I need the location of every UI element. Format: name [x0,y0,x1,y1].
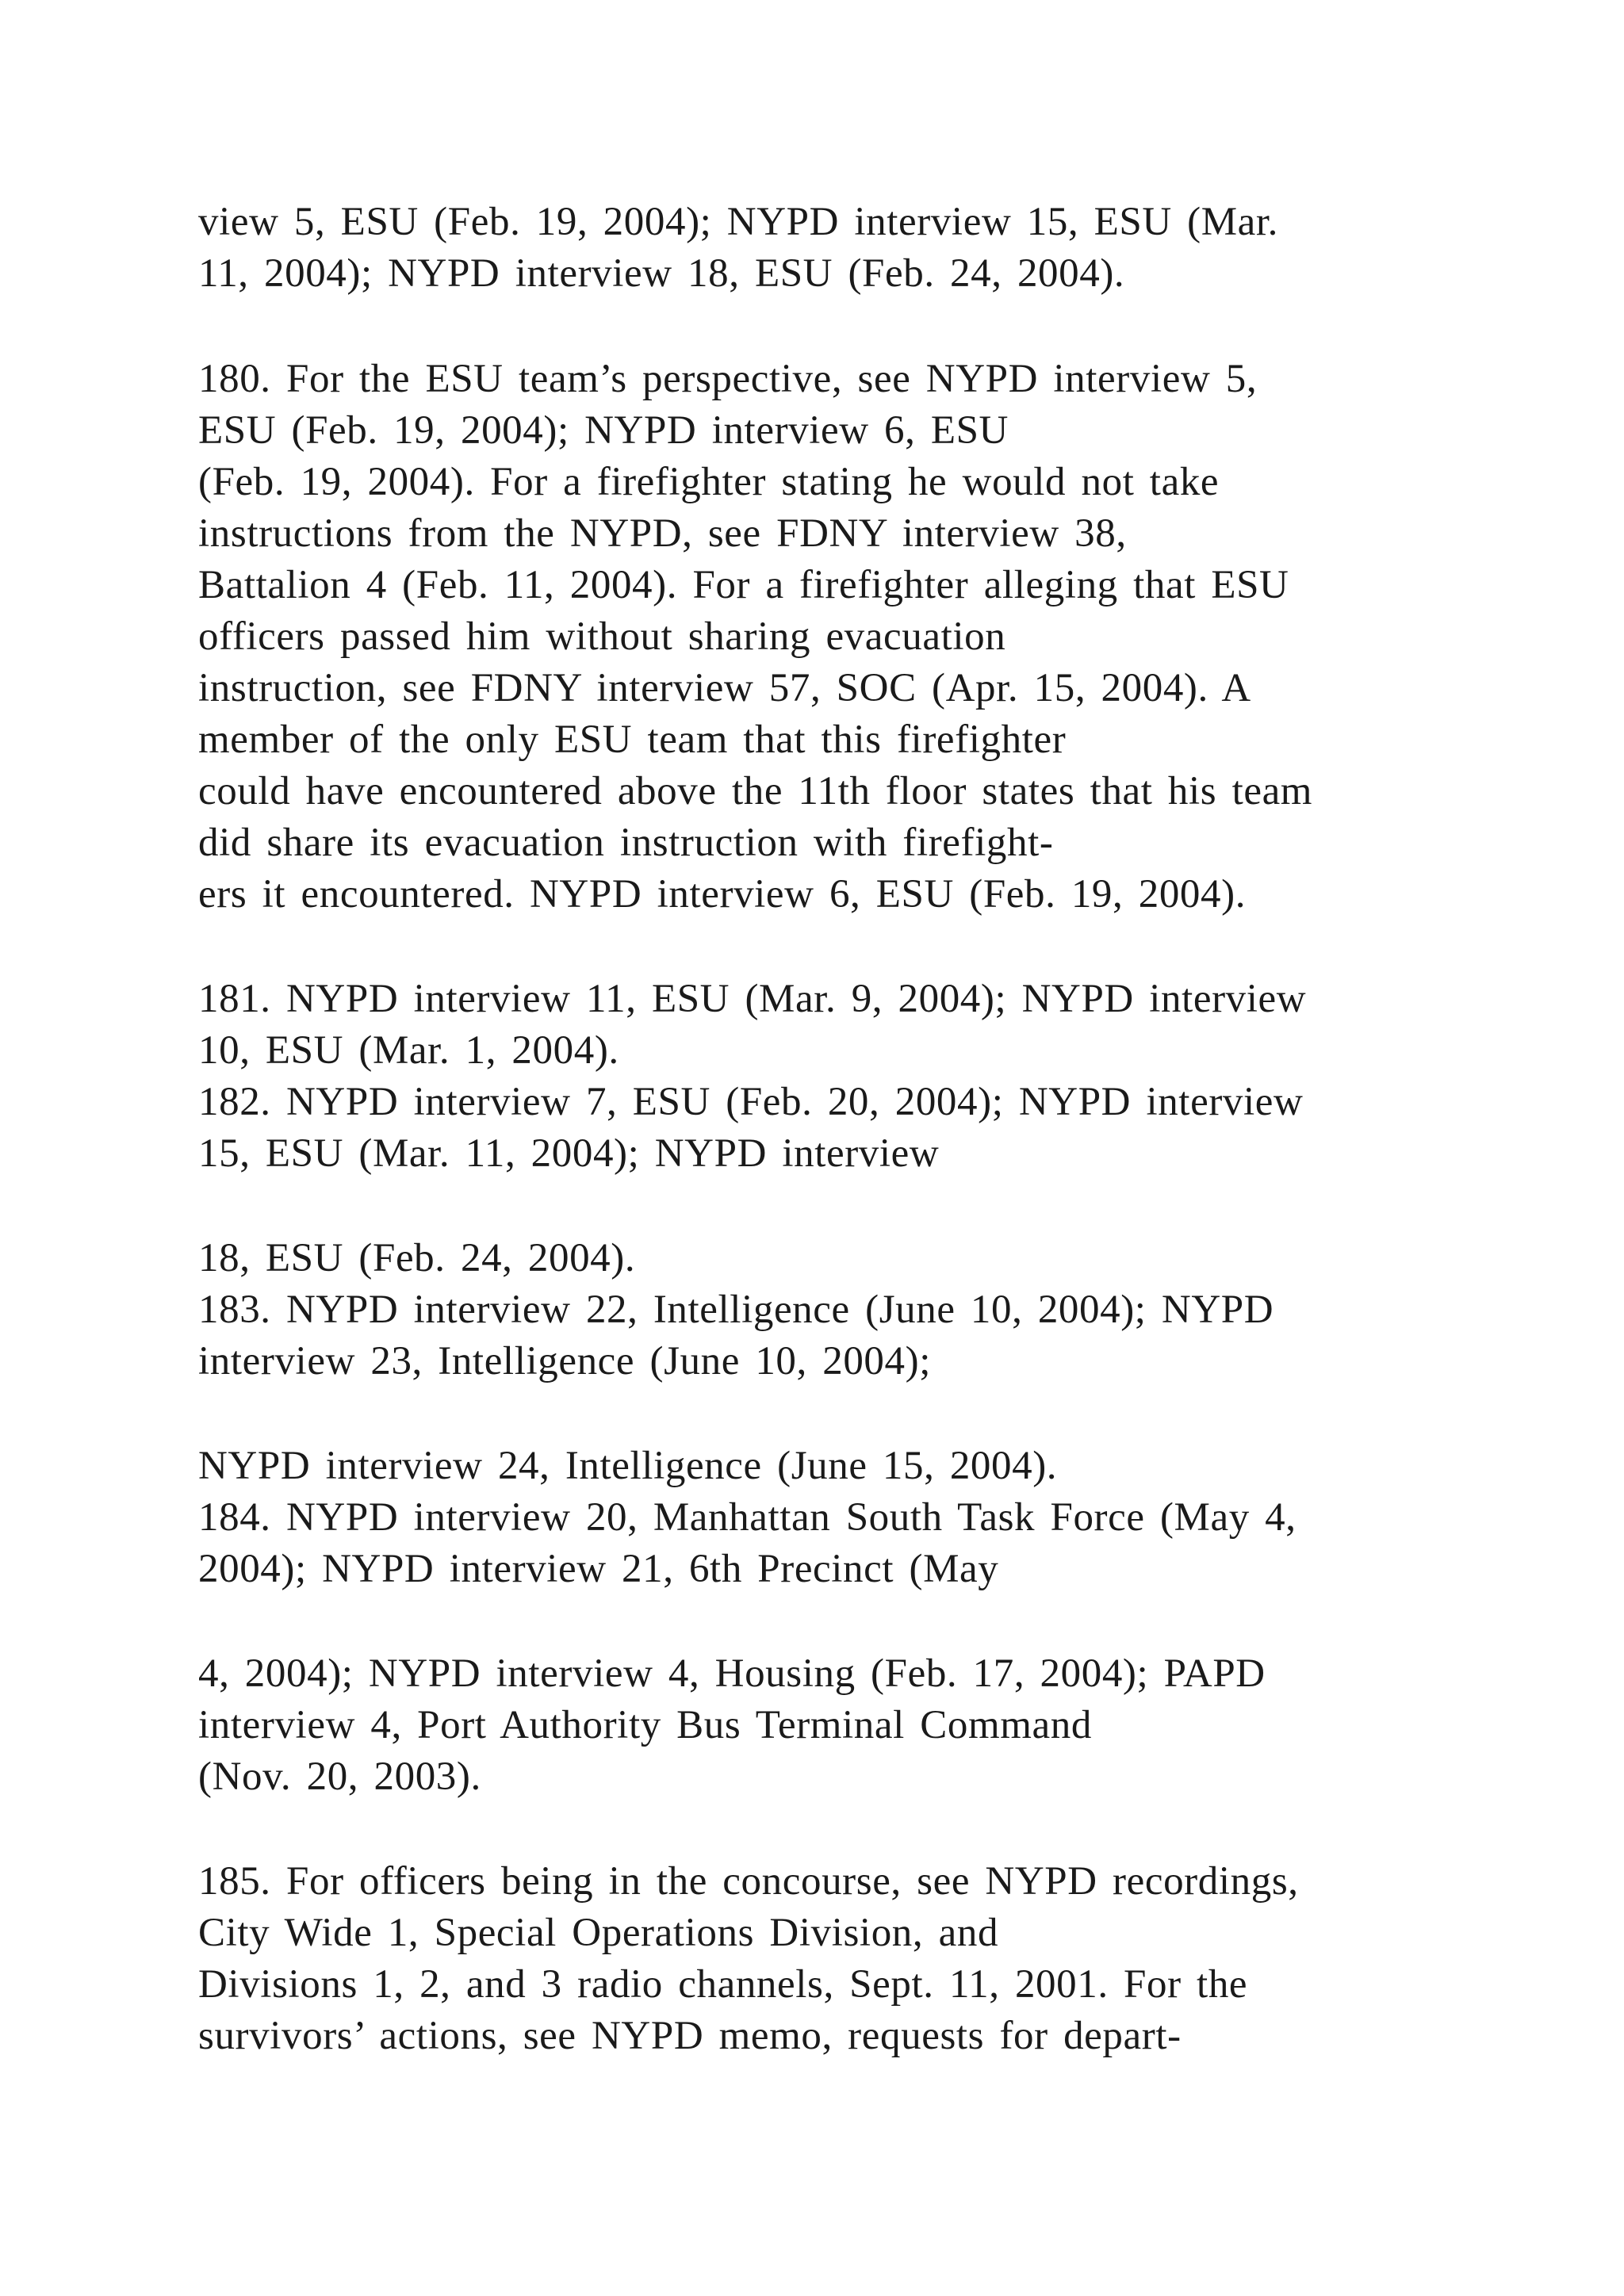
text-line: City Wide 1, Special Operations Division, and [198,1911,999,1955]
footnote-182: 182. NYPD interview 7, ESU (Feb. 20, 2004); NYPD interview [198,1080,1304,1124]
text-line: 10, ESU (Mar. 1, 2004). [198,1028,619,1073]
text-line: (Nov. 20, 2003). [198,1755,481,1799]
text-line: Battalion 4 (Feb. 11, 2004). For a firefighter alleging that ESU [198,563,1289,607]
text-line: 18, ESU (Feb. 24, 2004). [198,1236,636,1280]
text-line: interview 23, Intelligence (June 10, 2004); [198,1339,931,1383]
footnote-183: 183. NYPD interview 22, Intelligence (June 10, 2004); NYPD [198,1288,1274,1332]
text-line: view 5, ESU (Feb. 19, 2004); NYPD interview 15, ESU (Mar. [198,200,1279,244]
text-line: Divisions 1, 2, and 3 radio channels, Sept. 11, 2001. For the [198,1962,1248,2007]
text-line: survivors’ actions, see NYPD memo, requests for depart- [198,2014,1182,2058]
text-line: NYPD interview 24, Intelligence (June 15, 2004). [198,1444,1058,1488]
footnote-180: 180. For the ESU team’s perspective, see NYPD interview 5, [198,357,1258,401]
text-line: member of the only ESU team that this firefighter [198,718,1067,762]
text-line: instruction, see FDNY interview 57, SOC (Apr. 15, 2004). A [198,666,1251,710]
footnote-185: 185. For officers being in the concourse, see NYPD recordings, [198,1859,1299,1904]
text-line: (Feb. 19, 2004). For a firefighter stating he would not take [198,460,1220,504]
text-line: ers it encountered. NYPD interview 6, ESU (Feb. 19, 2004). [198,872,1247,916]
text-line: 4, 2004); NYPD interview 4, Housing (Feb. 17, 2004); PAPD [198,1651,1266,1696]
text-line: 11, 2004); NYPD interview 18, ESU (Feb. 24, 2004). [198,251,1125,296]
text-line: ESU (Feb. 19, 2004); NYPD interview 6, ESU [198,408,1009,453]
text-line: instructions from the NYPD, see FDNY interview 38, [198,511,1127,556]
text-line: could have encountered above the 11th floor states that his team [198,769,1313,813]
text-line: did share its evacuation instruction with firefight- [198,821,1054,865]
text-line: officers passed him without sharing evacuation [198,614,1006,659]
text-line: 15, ESU (Mar. 11, 2004); NYPD interview [198,1131,940,1176]
footnote-181: 181. NYPD interview 11, ESU (Mar. 9, 2004); NYPD interview [198,977,1307,1021]
text-line: 2004); NYPD interview 21, 6th Precinct (May [198,1547,999,1591]
footnote-184: 184. NYPD interview 20, Manhattan South Task Force (May 4, [198,1495,1297,1540]
text-line: interview 4, Port Authority Bus Terminal Command [198,1703,1092,1747]
